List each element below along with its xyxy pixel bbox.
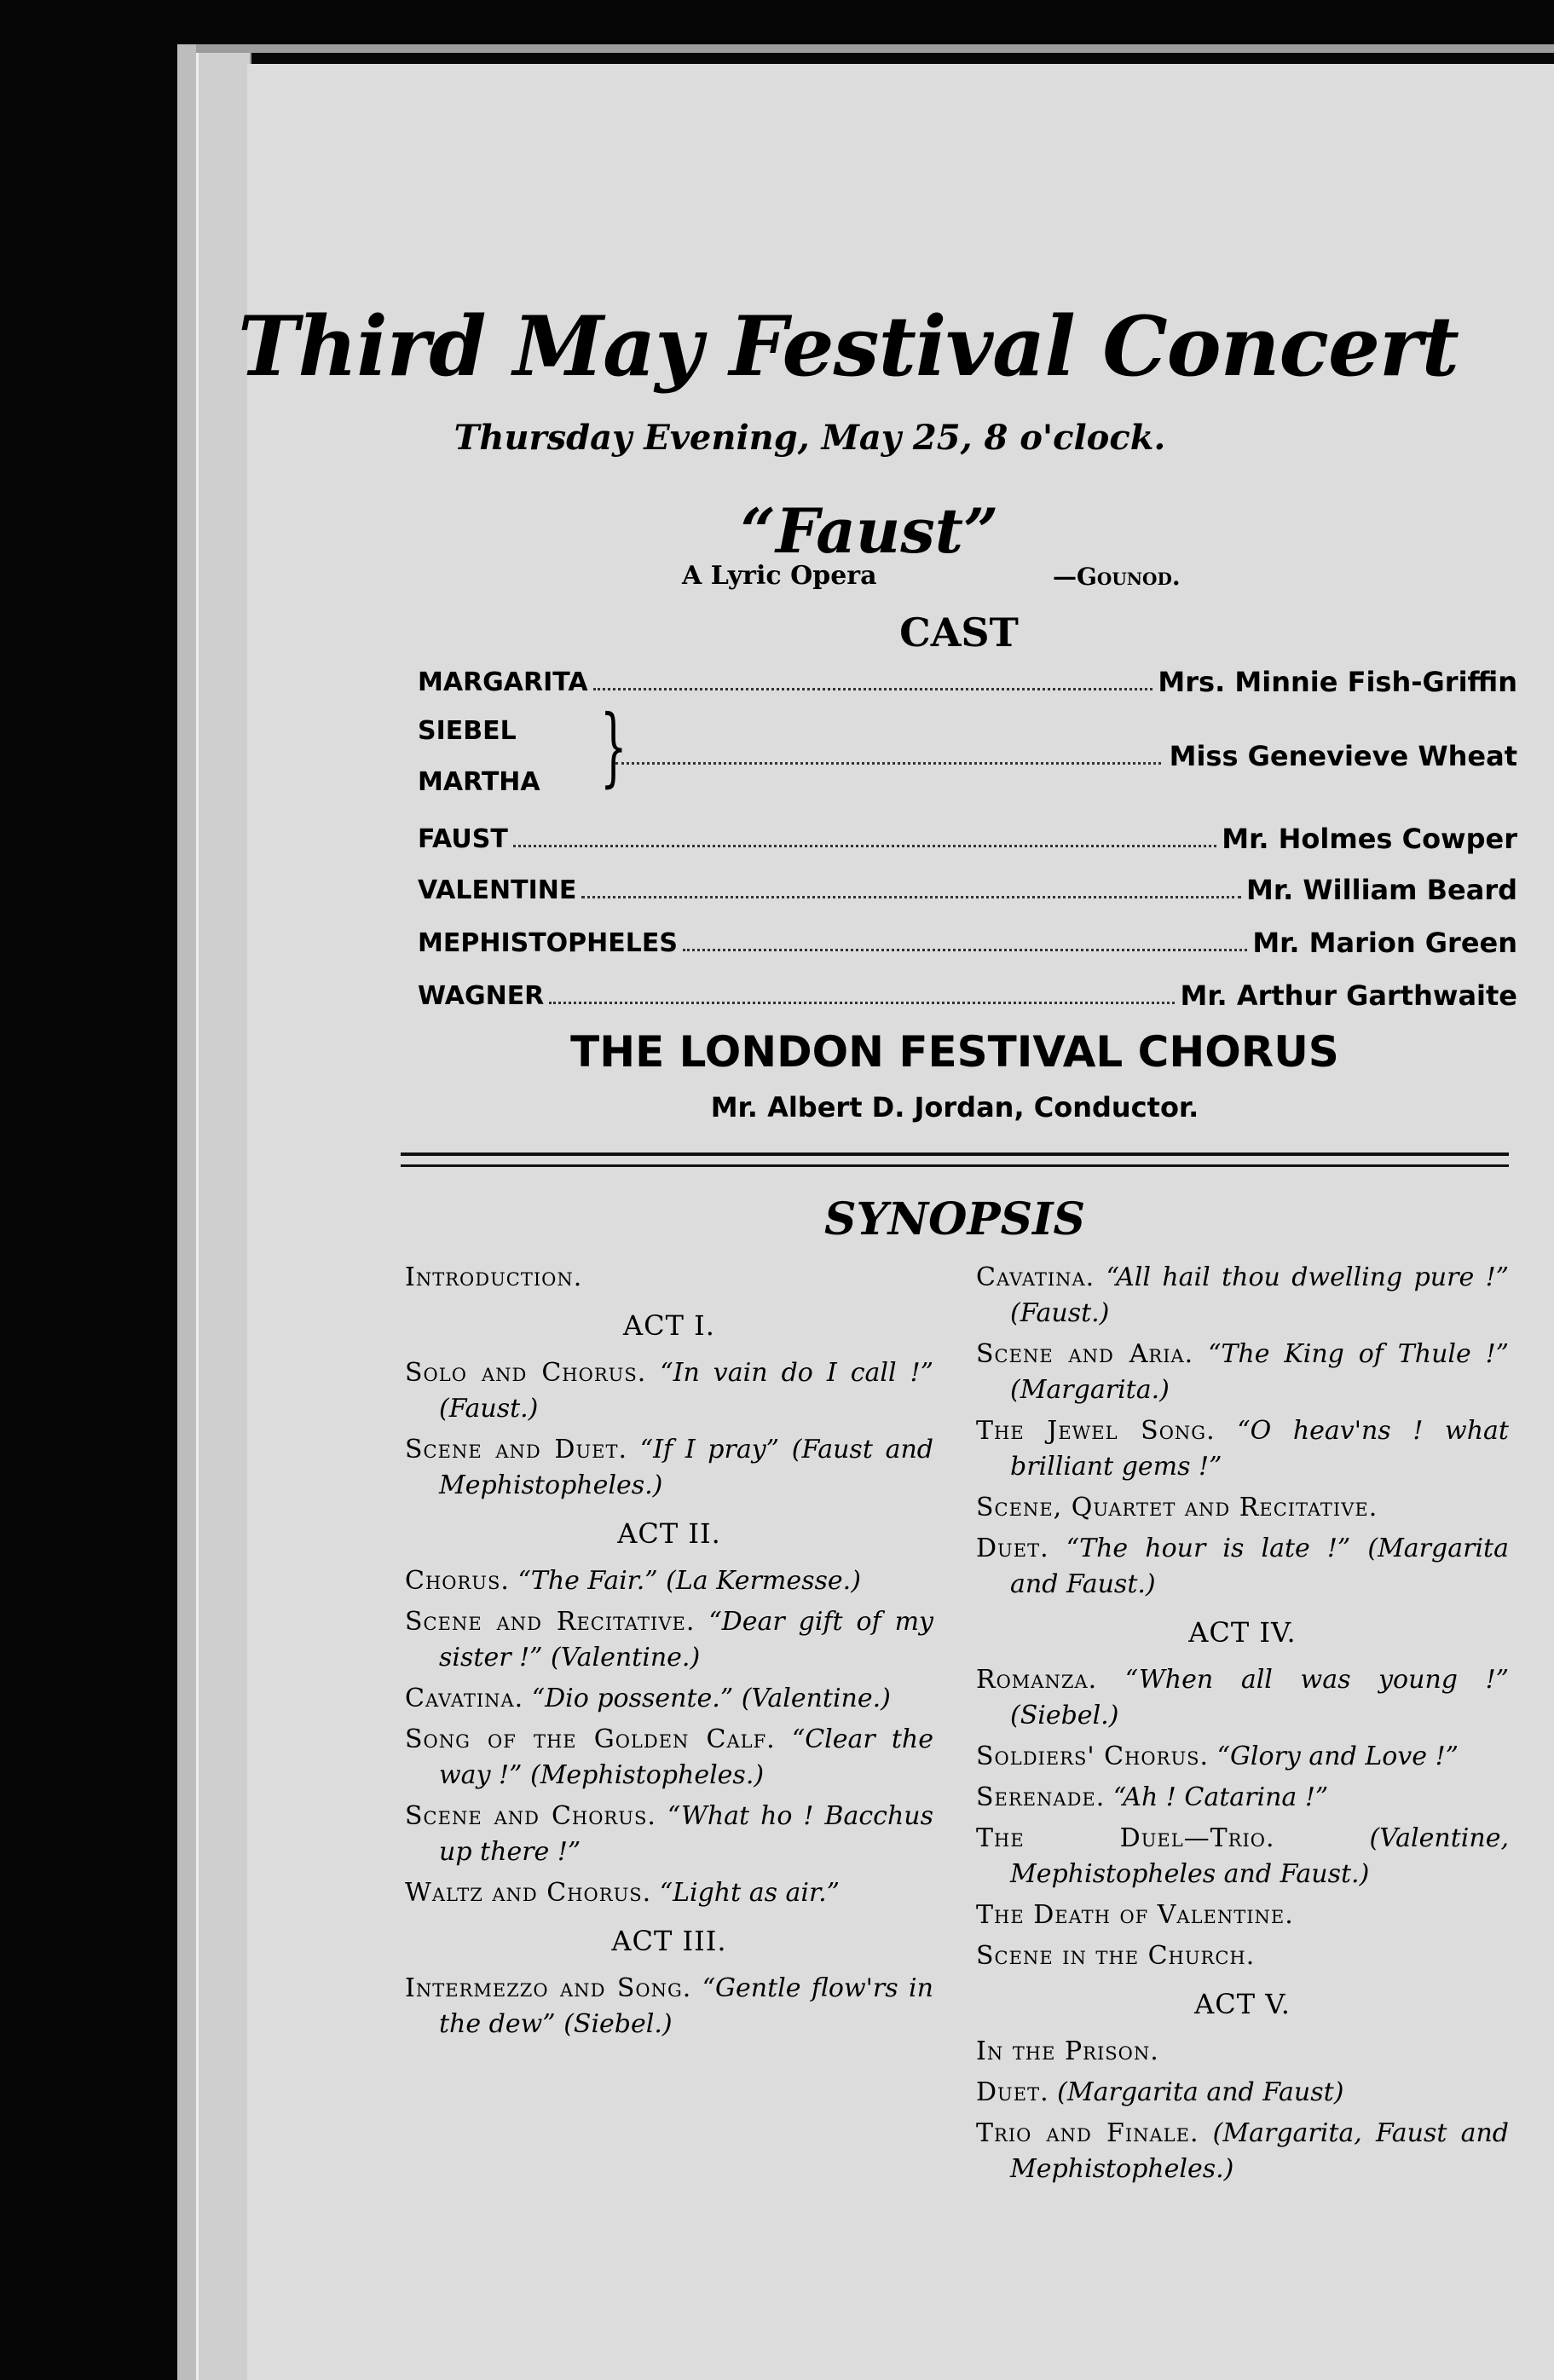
number-performers: (Margarita and Faust.) (1010, 1534, 1509, 1599)
synopsis-item (405, 1604, 933, 1676)
leader-dots (513, 845, 1216, 847)
page-top-edge (196, 44, 1554, 53)
divider-rule (401, 1152, 1509, 1156)
number-quote: “When all was young !” (1124, 1665, 1509, 1695)
number-name: In the Prison. (976, 2036, 1159, 2066)
cast-role: FAUST (418, 823, 508, 854)
cast-actor: Miss Genevieve Wheat (1169, 740, 1517, 772)
number-performers: (Faust and Mephistopheles.) (439, 1435, 933, 1500)
leader-dots (615, 762, 1161, 765)
number-name: The Death of Valentine. (976, 1900, 1294, 1930)
number-quote: “Gentle flow'rs in the dew” (439, 1973, 933, 2039)
cast-actor: Mr. Holmes Cowper (1222, 823, 1517, 855)
number-name: Solo and Chorus. (405, 1358, 647, 1388)
synopsis-item (976, 2075, 1509, 2111)
number-name: Scene and Chorus. (405, 1801, 656, 1831)
page-edge-inner (196, 51, 251, 2380)
number-name: Serenade. (976, 1782, 1106, 1812)
synopsis-item (976, 1821, 1509, 1892)
leader-dots (593, 688, 1153, 690)
synopsis-item (405, 1875, 933, 1911)
number-name: Waltz and Chorus. (405, 1878, 652, 1908)
cast-role: MEPHISTOPHELES (418, 927, 678, 958)
synopsis-right-column (976, 1260, 1509, 2192)
brace-glyph: } (599, 696, 627, 796)
cast-role: MARTHA (418, 767, 540, 797)
synopsis-item (976, 1739, 1509, 1775)
cast-row-mephistopheles (418, 922, 1517, 963)
leader-dots (581, 896, 1241, 898)
opera-description: A Lyric Opera (682, 561, 877, 591)
number-performers: (Margarita, Faust and Mephistopheles.) (1010, 2118, 1509, 2184)
number-quote: “In vain do I call !” (660, 1358, 933, 1388)
synopsis-heading: SYNOPSIS (823, 1193, 1086, 1245)
number-performers: (Siebel.) (563, 2009, 673, 2039)
number-name: Soldiers' Chorus. (976, 1742, 1210, 1771)
synopsis-item (976, 2034, 1509, 2070)
number-name: Intermezzo and Song. (405, 1973, 692, 2003)
number-name: Trio and Finale. (976, 2118, 1199, 2148)
number-name: Duet. (976, 2077, 1049, 2107)
number-quote: “All hail thou dwelling pure !” (1106, 1262, 1509, 1292)
opera-title: “Faust” (740, 494, 999, 567)
cast-role: SIEBEL (418, 716, 517, 746)
synopsis-item (405, 1563, 933, 1599)
number-performers: (Faust.) (1010, 1298, 1110, 1328)
number-name: Chorus. (405, 1566, 510, 1596)
act-heading: ACT III. (611, 1925, 727, 1957)
number-performers: (La Kermesse.) (666, 1566, 861, 1596)
number-name: Scene and Recitative. (405, 1607, 696, 1637)
number-performers: (Margarita and Faust) (1057, 2077, 1344, 2107)
number-name: Scene and Duet. (405, 1435, 628, 1464)
synopsis-left-column (405, 1260, 933, 2048)
synopsis-item (976, 1490, 1509, 1526)
composer: —Gounod. (1053, 563, 1181, 591)
cast-row-wagner (418, 975, 1517, 1016)
number-name: Cavatina. (405, 1684, 524, 1713)
concert-title: Third May Festival Concert (238, 298, 1459, 395)
number-name: Cavatina. (976, 1262, 1095, 1292)
synopsis-item (405, 1722, 933, 1794)
synopsis-item (976, 1531, 1509, 1603)
cast-actor: Mrs. Minnie Fish-Griffin (1158, 666, 1517, 698)
act-heading: ACT V. (1194, 1988, 1291, 2020)
number-quote: “The Fair.” (517, 1566, 658, 1596)
leader-dots (683, 949, 1247, 951)
divider-rule (401, 1164, 1509, 1167)
number-quote: “Dio possente.” (531, 1684, 734, 1713)
synopsis-item (976, 1260, 1509, 1332)
synopsis-item (405, 1971, 933, 2042)
number-performers: (Valentine.) (551, 1643, 701, 1672)
number-quote: “O heav'ns ! what brilliant gems !” (1010, 1416, 1509, 1482)
page-edge (177, 44, 198, 2380)
synopsis-item (976, 1662, 1509, 1734)
number-name: Song of the Golden Calf. (405, 1724, 776, 1754)
cast-actor: Mr. William Beard (1246, 874, 1517, 906)
cast-actor: Mr. Arthur Garthwaite (1180, 979, 1517, 1012)
leader-dots (549, 1002, 1175, 1004)
concert-date: Thursday Evening, May 25, 8 o'clock. (453, 418, 1166, 458)
cast-role: WAGNER (418, 980, 545, 1011)
number-quote: “The King of Thule !” (1208, 1339, 1509, 1369)
act-heading: ACT IV. (1188, 1616, 1297, 1649)
chorus-conductor: Mr. Albert D. Jordan, Conductor. (710, 1091, 1199, 1124)
cast-row-faust (418, 818, 1517, 859)
number-performers: (Faust.) (439, 1394, 539, 1424)
act-heading: ACT II. (617, 1517, 721, 1550)
number-performers: (Valentine.) (741, 1684, 891, 1713)
synopsis-item (976, 1413, 1509, 1485)
number-name: Scene and Aria. (976, 1339, 1194, 1369)
number-quote: “Light as air.” (659, 1878, 840, 1908)
synopsis-item (405, 1260, 933, 1296)
synopsis-item (405, 1432, 933, 1504)
act-heading: ACT I. (623, 1309, 715, 1342)
number-performers: (Siebel.) (1010, 1701, 1119, 1730)
synopsis-item (976, 2116, 1509, 2187)
synopsis-item (405, 1681, 933, 1717)
number-quote: “Dear gift of my sister !” (439, 1607, 934, 1672)
number-quote: “The hour is late !” (1066, 1534, 1351, 1563)
number-name: Scene, Quartet and Recitative. (976, 1493, 1378, 1522)
number-quote: “What ho ! Bacchus up there !” (439, 1801, 933, 1867)
number-quote: “Glory and Love !” (1216, 1742, 1459, 1771)
number-quote: “Ah ! Catarina !” (1112, 1782, 1329, 1812)
number-name: Scene in the Church. (976, 1941, 1256, 1971)
number-performers: (Valentine, Mephistopheles and Faust.) (1010, 1823, 1509, 1889)
cast-heading: CAST (899, 609, 1019, 656)
cast-row-margarita (418, 661, 1517, 702)
chorus-name: THE LONDON FESTIVAL CHORUS (570, 1027, 1339, 1077)
number-quote: “Clear the way !” (439, 1724, 933, 1790)
number-name: The Duel—Trio. (976, 1823, 1275, 1853)
synopsis-item (976, 1780, 1509, 1816)
shared-actor-row (615, 740, 1517, 772)
cast-row-valentine (418, 869, 1517, 910)
number-quote: “If I pray” (639, 1435, 780, 1464)
cast-role: VALENTINE (418, 875, 577, 905)
number-name: Duet. (976, 1534, 1049, 1563)
synopsis-item (976, 1337, 1509, 1408)
number-performers: (Mephistopheles.) (530, 1760, 765, 1790)
synopsis-item (405, 1355, 933, 1427)
cast-actor: Mr. Marion Green (1252, 927, 1517, 959)
number-name: The Jewel Song. (976, 1416, 1216, 1446)
synopsis-item (976, 1898, 1509, 1933)
synopsis-item (976, 1938, 1509, 1974)
number-name: Introduction. (405, 1262, 583, 1292)
shared-roles (418, 706, 540, 808)
number-performers: (Margarita.) (1010, 1375, 1170, 1405)
cast-role: MARGARITA (418, 667, 588, 697)
synopsis-item (405, 1799, 933, 1870)
number-name: Romanza. (976, 1665, 1098, 1695)
